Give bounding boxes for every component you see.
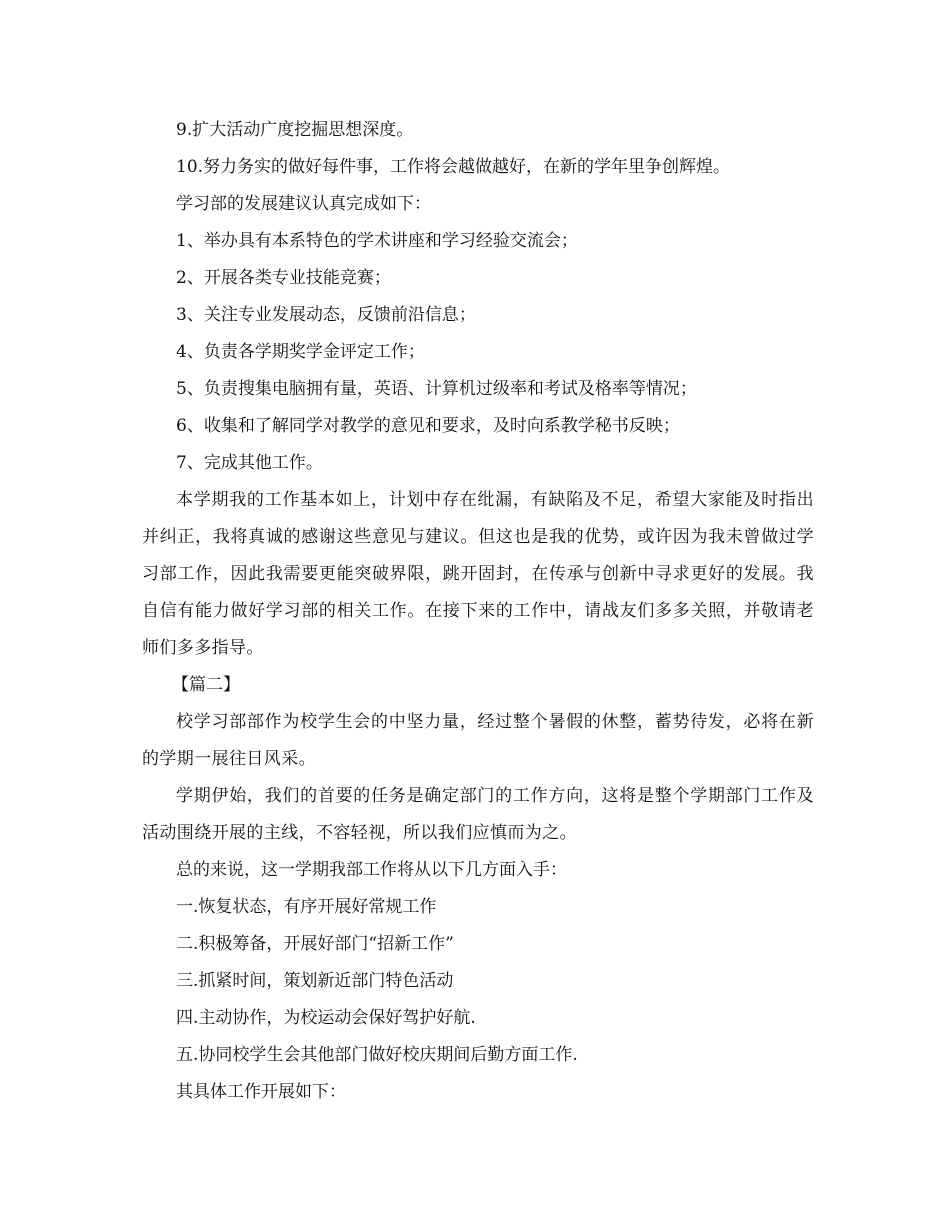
list-item: 10.努力务实的做好每件事，工作将会越做越好，在新的学年里争创辉煌。 — [176, 157, 731, 177]
list-item: 五.协同校学生会其他部门做好校庆期间后勤方面工作. — [176, 1045, 578, 1065]
list-item: 三.抓紧时间，策划新近部门特色活动 — [176, 971, 454, 991]
intro-paragraph: 校学习部部作为校学生会的中坚力量，经过整个暑假的休整，蓄势待发，必将在新的学期一展往日风采。 — [142, 712, 814, 769]
list-item: 四.主动协作，为校运动会保好驾护好航. — [176, 1008, 476, 1028]
list-item: 一.恢复状态，有序开展好常规工作 — [176, 897, 437, 917]
list-item: 6、收集和了解同学对教学的意见和要求，及时向系教学秘书反映； — [176, 416, 680, 436]
list-item: 9.扩大活动广度挖掘思想深度。 — [176, 120, 414, 140]
list-item: 5、负责搜集电脑拥有量，英语、计算机过级率和考试及格率等情况； — [176, 379, 697, 399]
list-item: 4、负责各学期奖学金评定工作； — [176, 342, 425, 362]
list-item: 学习部的发展建议认真完成如下： — [176, 194, 431, 214]
summary-paragraph: 本学期我的工作基本如上，计划中存在纰漏，有缺陷及不足，希望大家能及时指出并纠正，我将真诚的感谢这些意见与建议。但这也是我的优势，或许因为我未曾做过学习部工作，因此我需要更能突破界限，跳开固封，在传承与创新中寻求更好的发展。我自信有能力做好学习部的相关工作。在接下来的工作中，请战友们多多关照，并敬请老师们多多指导。 — [142, 490, 814, 658]
document-body — [142, 112, 814, 1111]
section-heading: 【篇二】 — [172, 675, 240, 695]
list-item: 3、关注专业发展动态，反馈前沿信息； — [176, 305, 476, 325]
list-item: 1、举办具有本系特色的学术讲座和学习经验交流会； — [176, 231, 578, 251]
direction-paragraph: 学期伊始，我们的首要的任务是确定部门的工作方向，这将是整个学期部门工作及活动围绕开展的主线，不容轻视，所以我们应慎而为之。 — [142, 786, 814, 843]
list-item: 其具体工作开展如下： — [176, 1082, 346, 1102]
list-item: 7、完成其他工作。 — [176, 453, 323, 473]
list-item: 总的来说，这一学期我部工作将从以下几方面入手： — [176, 860, 567, 880]
list-item: 2、开展各类专业技能竞赛； — [176, 268, 391, 288]
list-item: 二.积极筹备，开展好部门“招新工作” — [176, 934, 454, 954]
